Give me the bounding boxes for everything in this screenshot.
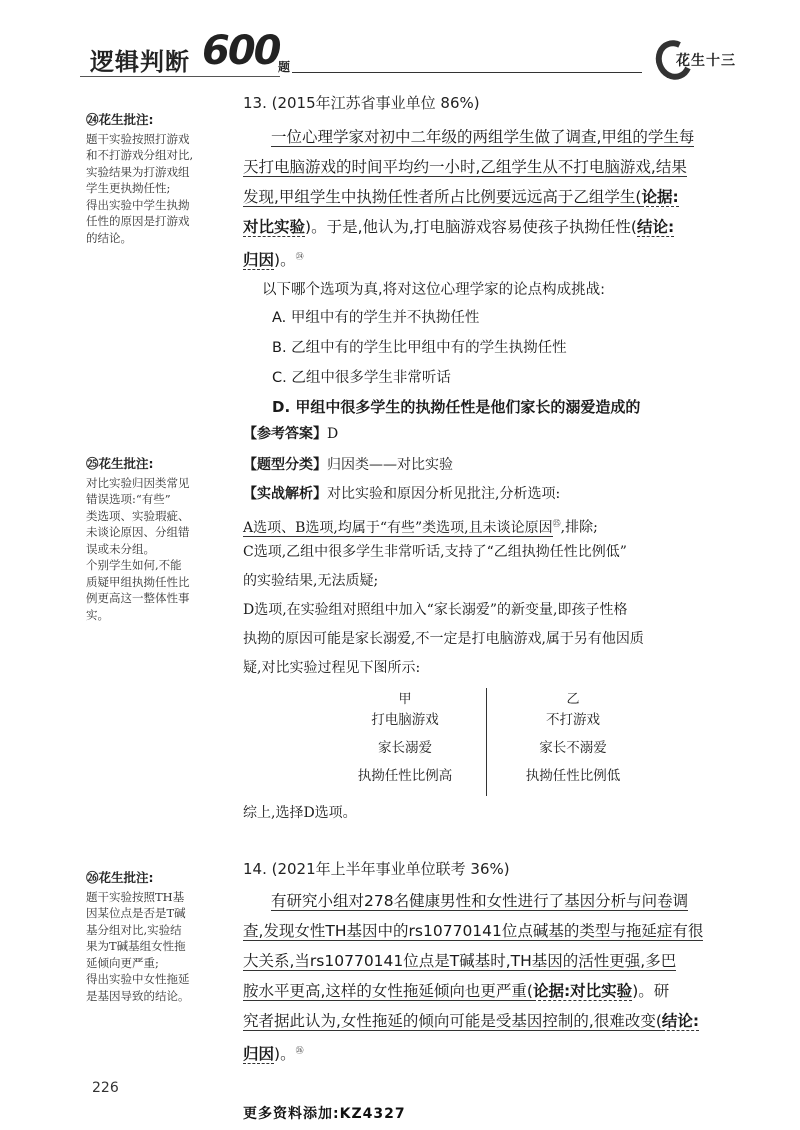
answer-value: D — [327, 426, 339, 442]
footer-watermark: 更多资料添加:KZ4327 — [243, 1106, 406, 1122]
conclusion-tag: 结论: — [636, 218, 675, 236]
question-13-heading: 13. (2015年江苏省事业单位 86%) — [243, 94, 480, 112]
option-a: A. 甲组中有的学生并不执拗任性 — [272, 310, 480, 326]
group-condition: 不打游戏 — [546, 712, 600, 728]
stem-line: 胺水平更高,这样的女性拖延倾向也更严重( — [243, 982, 533, 1000]
group-condition: 打电脑游戏 — [371, 712, 439, 728]
stem-line: 大关系,当rs10770141位点是T碱基时,TH基因的活性更强,多巴 — [243, 952, 677, 970]
group-jia-column — [330, 690, 480, 794]
note-line: 得出实验中学生执拗 — [86, 197, 190, 212]
note-title: ㉕花生批注: — [86, 456, 154, 471]
note-line: 实。 — [86, 607, 109, 622]
analysis-intro: 对比实验和原因分析见批注,分析选项: — [327, 486, 561, 502]
question-13-conclusion: 综上,选择D选项。 — [243, 805, 357, 821]
page-number: 226 — [92, 1080, 119, 1096]
author-logo — [652, 34, 748, 82]
type-tag: 【题型分类】 — [243, 457, 327, 473]
book-title-suffix: 题 — [278, 60, 291, 74]
analysis-line: ,排除; — [560, 519, 598, 536]
analysis-line: 的实验结果,无法质疑; — [243, 573, 379, 589]
note-line: 得出实验中女性拖延 — [86, 972, 190, 986]
note-ref: ㉔ — [295, 252, 304, 261]
analysis-line: 疑,对比实验过程见下图所示: — [243, 660, 421, 676]
note-title: ㉖花生批注: — [86, 870, 154, 885]
note-line: 对比实验归因类常见 — [86, 475, 190, 490]
stem-line: 查,发现女性TH基因中的rs10770141位点碱基的类型与拖延症有很 — [243, 922, 704, 940]
argument-tag: 论据:对比实验 — [532, 982, 633, 1000]
sidebar-note-26 — [86, 870, 226, 1004]
note-line: 个别学生如何,不能 — [86, 558, 182, 572]
group-variable: 家长不溺爱 — [539, 740, 607, 756]
question-14-heading: 14. (2021年上半年事业单位联考 36%) — [243, 860, 510, 878]
question-13-analysis — [243, 420, 743, 683]
note-line: 类选项、实验瑕疵、 — [86, 508, 190, 523]
group-result: 执拗任性比例高 — [357, 768, 453, 784]
group-label: 甲 — [398, 692, 412, 707]
question-14-stem — [243, 886, 740, 1066]
note-line: 质疑甲组执拗任性比 — [86, 574, 190, 589]
note-line: 错误选项:“有些” — [86, 492, 171, 506]
note-line: 题干实验按照TH基 — [86, 889, 185, 904]
stem-line: 究者据此认为,女性拖延的倾向可能是受基因控制的,很难改变( — [243, 1012, 662, 1030]
note-line: 误或未分组。 — [86, 541, 155, 556]
stem-line: )。于是,他认为,打电脑游戏容易使孩子执拗任性( — [305, 218, 637, 236]
comparison-diagram — [330, 688, 650, 798]
answer-tag: 【参考答案】 — [243, 426, 327, 442]
group-variable: 家长溺爱 — [378, 740, 432, 756]
analysis-line: D选项,在实验组对照组中加入“家长溺爱”的新变量,即孩子性格 — [243, 602, 628, 618]
note-line: 和不打游戏分组对比, — [86, 148, 194, 162]
book-title: 逻辑判断 — [90, 48, 190, 76]
stem-line: )。 — [274, 1045, 296, 1064]
stem-line: 一位心理学家对初中二年级的两组学生做了调查,甲组的学生每 — [271, 128, 695, 146]
note-line: 果为T碱基组女性拖 — [86, 939, 186, 953]
note-line: 例更高这一整体性事 — [86, 591, 190, 605]
option-b: B. 乙组中有的学生比甲组中有的学生执拗任性 — [272, 340, 567, 356]
stem-line: 天打电脑游戏的时间平均约一小时,乙组学生从不打电脑游戏,结果 — [243, 158, 687, 176]
type-value: 归因类——对比实验 — [327, 457, 453, 473]
note-line: 实验结果为打游戏组 — [86, 164, 190, 179]
analysis-line: 执拗的原因可能是家长溺爱,不一定是打电脑游戏,属于另有他因质 — [243, 631, 644, 647]
note-ref: ㉖ — [295, 1046, 304, 1055]
analysis-tag: 【实战解析】 — [243, 486, 327, 502]
header-rule — [292, 72, 642, 73]
conclusion-tag: 归因 — [243, 251, 275, 270]
option-d: D. 甲组中很多学生的执拗任性是他们家长的溺爱造成的 — [272, 398, 641, 416]
stem-line: 发现,甲组学生中执拗任性者所占比例要远远高于乙组学生( — [243, 188, 642, 206]
note-line: 题干实验按照打游戏 — [86, 131, 190, 146]
note-line: 是基因导致的结论。 — [86, 988, 190, 1003]
note-line: 学生更执拗任性; — [86, 181, 171, 195]
note-line: 的结论。 — [86, 230, 132, 245]
note-ref: ㉕ — [552, 519, 561, 528]
book-title-number: 600 — [202, 28, 280, 74]
conclusion-tag: 结论: — [661, 1012, 700, 1030]
page-header — [80, 28, 750, 88]
note-line: 基分组对比,实验结 — [86, 922, 182, 937]
logo-text: 花生十三 — [676, 53, 736, 69]
group-result: 执拗任性比例低 — [525, 768, 621, 784]
option-c: C. 乙组中很多学生非常听话 — [272, 370, 451, 386]
question-13-prompt: 以下哪个选项为真,将对这位心理学家的论点构成挑战: — [262, 282, 605, 298]
note-line: 任性的原因是打游戏 — [86, 214, 190, 228]
sidebar-note-24 — [86, 112, 226, 246]
analysis-line: C选项,乙组中很多学生非常听话,支持了“乙组执拗任性比例低” — [243, 544, 627, 560]
conclusion-tag: 归因 — [243, 1045, 275, 1064]
stem-line: 有研究小组对278名健康男性和女性进行了基因分析与问卷调 — [271, 892, 689, 910]
argument-tag: 对比实验 — [243, 218, 306, 236]
analysis-line: A选项、B选项,均属于“有些”类选项,且未谈论原因 — [243, 519, 553, 536]
note-title: ㉔花生批注: — [86, 112, 154, 127]
stem-line: )。 — [274, 251, 296, 270]
note-line: 延倾向更严重; — [86, 955, 159, 970]
question-13-stem — [243, 122, 740, 272]
argument-tag: 论据: — [641, 188, 679, 206]
group-yi-column — [498, 690, 648, 794]
note-line: 因某位点是否是T碱 — [86, 906, 186, 920]
note-line: 未谈论原因、分组错 — [86, 525, 190, 539]
stem-line: )。研 — [632, 982, 670, 1000]
group-label: 乙 — [566, 692, 580, 707]
column-divider — [486, 688, 487, 796]
sidebar-note-25 — [86, 456, 226, 623]
